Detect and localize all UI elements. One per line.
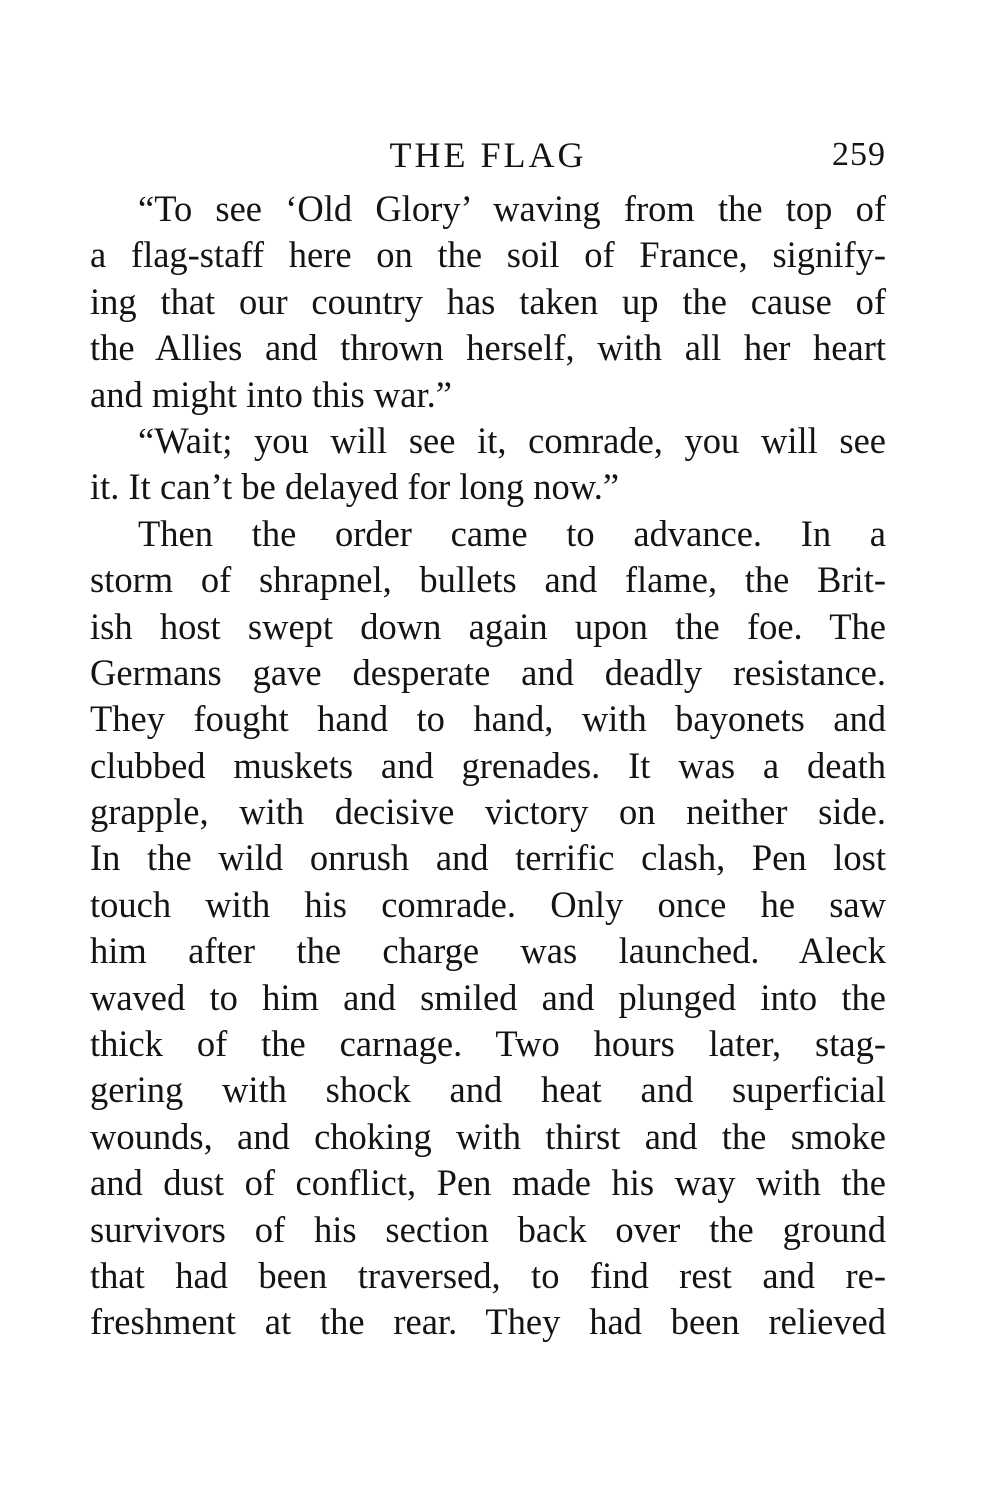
text-line: him after the charge was launched. Aleck: [90, 930, 886, 972]
text-line: storm of shrapnel, bullets and flame, the Brit-: [90, 559, 886, 601]
text-line: survivors of his section back over the ground: [90, 1208, 886, 1250]
text-line: “Wait; you will see it, comrade, you will see: [138, 419, 886, 461]
book-page: [90, 132, 886, 1346]
text-line: “To see ‘Old Glory’ waving from the top of: [138, 188, 886, 229]
body-text: [90, 186, 886, 1346]
text-line: clubbed muskets and grenades. It was a death: [90, 744, 886, 786]
text-line: the Allies and thrown herself, with all her heart: [90, 327, 886, 369]
text-line: a flag-staff here on the soil of France, signify-: [90, 234, 886, 276]
text-line: thick of the carnage. Two hours later, stag-: [90, 1023, 886, 1065]
text-line: Then the order came to advance. In a: [138, 512, 886, 554]
text-line: it. It can’t be delayed for long now.”: [90, 466, 620, 508]
text-line: and dust of conflict, Pen made his way with the: [90, 1162, 886, 1204]
page-number: 259: [832, 136, 886, 173]
text-line: wounds, and choking with thirst and the smoke: [90, 1115, 886, 1157]
text-line: freshment at the rear. They had been relieved: [90, 1301, 886, 1343]
text-line: They fought hand to hand, with bayonets and: [90, 698, 886, 740]
text-line: that had been traversed, to find rest and re-: [90, 1254, 886, 1296]
text-line: waved to him and smiled and plunged into the: [90, 976, 886, 1018]
text-line: grapple, with decisive victory on neither side.: [90, 791, 886, 833]
text-line: and might into this war.”: [90, 373, 452, 415]
running-title: THE FLAG: [389, 135, 587, 175]
text-line: In the wild onrush and terrific clash, Pen lost: [90, 837, 886, 879]
text-line: Germans gave desperate and deadly resistance.: [90, 651, 886, 693]
text-line: ing that our country has taken up the cause of: [90, 280, 886, 322]
text-line: ish host swept down again upon the foe. The: [90, 605, 886, 647]
text-line: touch with his comrade. Only once he saw: [90, 883, 886, 925]
running-head: [90, 132, 886, 184]
text-line: gering with shock and heat and superficial: [90, 1069, 886, 1111]
